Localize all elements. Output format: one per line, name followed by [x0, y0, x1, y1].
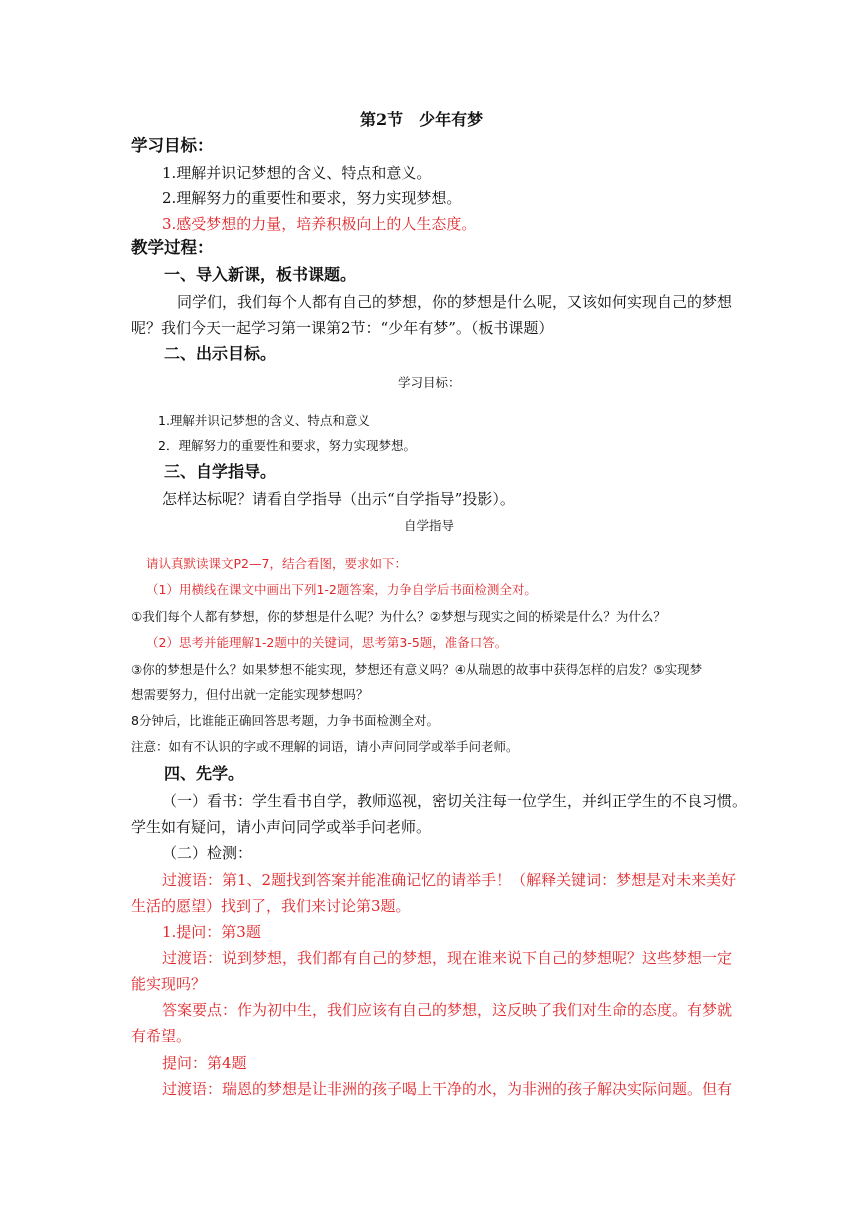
paragraph-line: 同学们，我们每个人都有自己的梦想，你的梦想是什么呢，又该如何实现自己的梦想 [177, 293, 733, 311]
process-heading: 教学过程： [131, 238, 214, 257]
slide-line: （1）用横线在课文中画出下列1-2题答案，力争自学后书面检测全对。 [146, 582, 537, 597]
paragraph-line: 怎样达标呢？请看自学指导（出示“自学指导”投影）。 [162, 490, 515, 508]
page-title: 第2节 少年有梦 [360, 110, 484, 129]
paragraph-line: 答案要点：作为初中生，我们应该有自己的梦想，这反映了我们对生命的态度。有梦就 [162, 1001, 733, 1019]
goal-item: 3.感受梦想的力量，培养积极向上的人生态度。 [162, 215, 477, 233]
slide-line: （2）思考并能理解1-2题中的关键词，思考第3-5题，准备口答。 [146, 635, 508, 650]
section-heading: 四、先学。 [164, 764, 245, 783]
slide-line: 1.理解并识记梦想的含义、特点和意义 [158, 413, 370, 428]
section-heading: 三、自学指导。 [164, 462, 277, 481]
goal-item: 2.理解努力的重要性和要求，努力实现梦想。 [162, 189, 462, 207]
slide-line: 2．理解努力的重要性和要求，努力实现梦想。 [158, 438, 416, 453]
paragraph-line: 过渡语：第1、2题找到答案并能准确记忆的请举手！（解释关键词：梦想是对未来美好 [162, 871, 737, 889]
slide-title: 自学指导 [404, 518, 455, 533]
slide-line: ①我们每个人都有梦想，你的梦想是什么呢？为什么？②梦想与现实之间的桥梁是什么？为什么？ [131, 609, 666, 624]
paragraph-line: （二）检测： [162, 844, 253, 862]
slide-line: 注意：如有不认识的字或不理解的词语，请小声问同学或举手问老师。 [131, 739, 519, 754]
paragraph-line: 提问：第4题 [162, 1054, 247, 1072]
slide-line: ③你的梦想是什么？如果梦想不能实现，梦想还有意义吗？④从瑞恩的故事中获得怎样的启发？⑤实现梦 [131, 662, 703, 677]
paragraph-line: 呢？我们今天一起学习第一课第2节：“少年有梦”。（板书课题） [131, 319, 554, 337]
slide-line: 请认真默读课文P2—7，结合看图，要求如下： [146, 556, 407, 571]
slide-line: 8分钟后，比谁能正确回答思考题，力争书面检测全对。 [131, 713, 439, 728]
section-heading: 二、出示目标。 [164, 344, 277, 363]
section-heading: 一、导入新课，板书课题。 [164, 265, 357, 284]
paragraph-line: 学生如有疑问，请小声问同学或举手问老师。 [131, 818, 432, 836]
paragraph-line: 有希望。 [131, 1027, 192, 1045]
goal-item: 1.理解并识记梦想的含义、特点和意义。 [162, 164, 432, 182]
slide-line: 想需要努力，但付出就一定能实现梦想吗？ [131, 687, 369, 702]
slide-title: 学习目标： [398, 375, 461, 390]
paragraph-line: 能实现吗？ [131, 975, 207, 993]
paragraph-line: 1.提问：第3题 [162, 923, 261, 941]
paragraph-line: 生活的愿望）找到了，我们来讨论第3题。 [131, 897, 411, 915]
paragraph-line: （一）看书：学生看书自学，教师巡视，密切关注每一位学生，并纠正学生的不良习惯。 [162, 792, 748, 810]
goals-heading: 学习目标： [131, 136, 214, 155]
paragraph-line: 过渡语：瑞恩的梦想是让非洲的孩子喝上干净的水，为非洲的孩子解决实际问题。但有 [162, 1080, 733, 1098]
paragraph-line: 过渡语：说到梦想，我们都有自己的梦想，现在谁来说下自己的梦想呢？这些梦想一定 [162, 949, 733, 967]
